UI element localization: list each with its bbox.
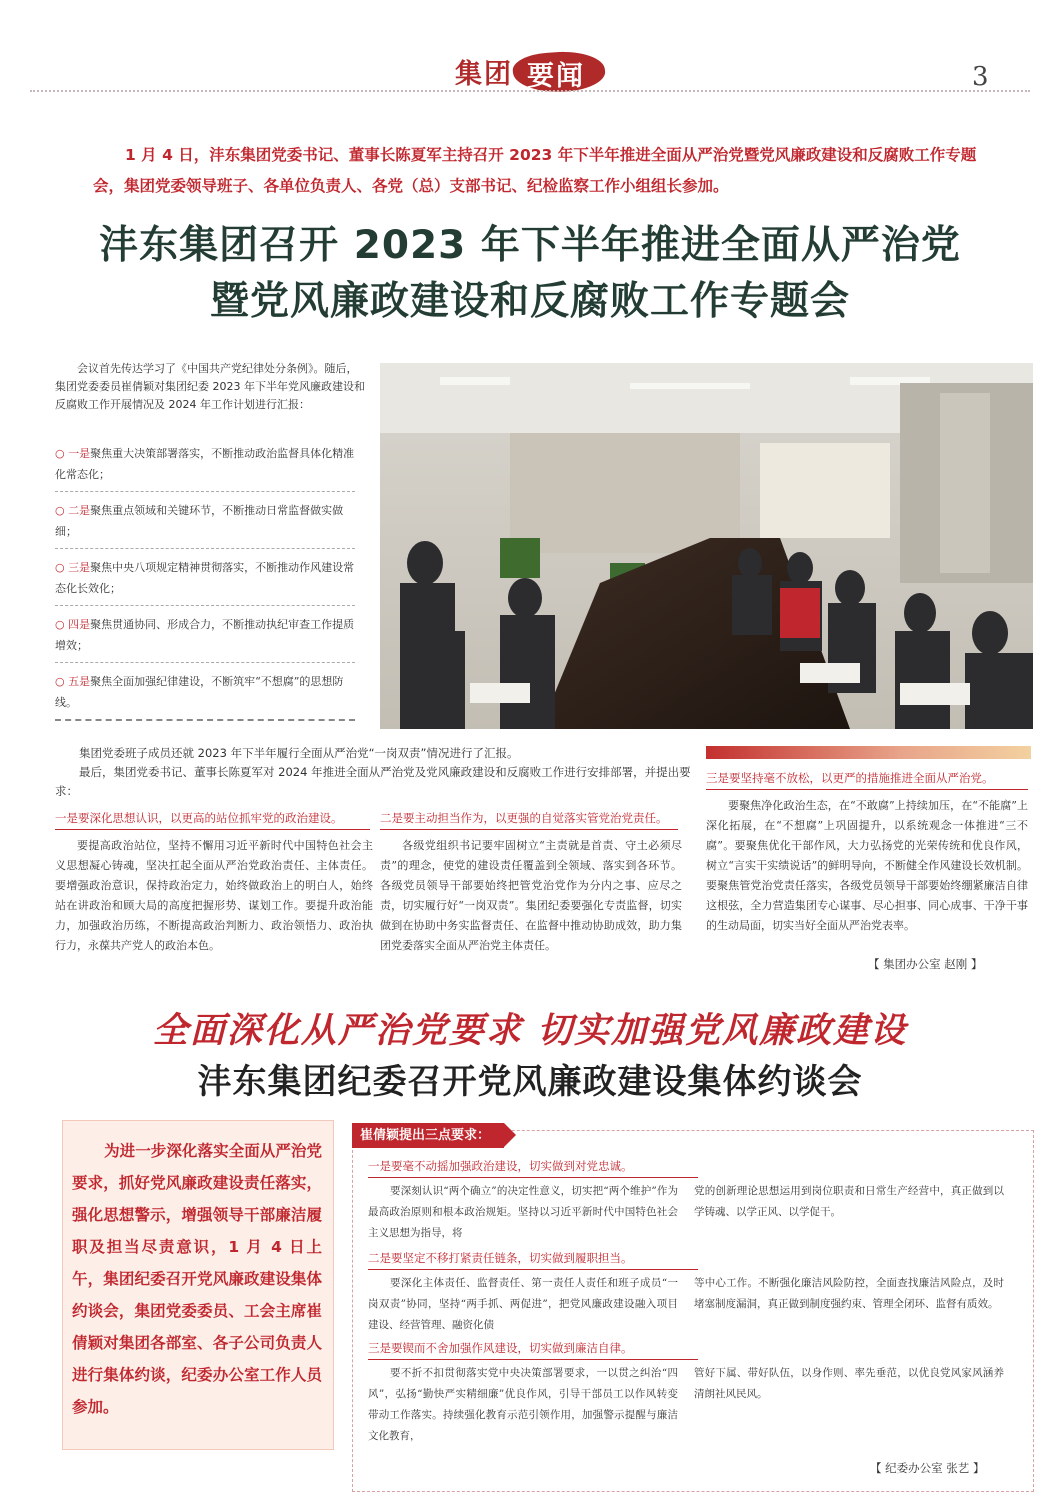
point-item: ○ 三是聚焦中央八项规定精神贯彻落实，不断推动作风建设常态化长效化；: [55, 557, 355, 606]
article1-lead: 1 月 4 日，沣东集团党委书记、董事长陈夏军主持召开 2023 年下半年推进全面从严治党暨党风廉政建设和反腐败工作专题会，集团党委领导班子、各单位负责人、各党（总）支部书记、纪检监察工作小组组长参加。: [93, 146, 977, 195]
article2-title: 沣东集团纪委召开党风廉政建设集体约谈会: [197, 1062, 863, 1102]
paragraph: 最后，集团党委书记、董事长陈夏军对 2024 年推进全面从严治党及党风廉政建设和反腐败工作进行安排部署，并提出要求：: [55, 765, 691, 798]
article1-title-line1: 沣东集团召开 2023 年下半年推进全面从严治党: [99, 223, 961, 268]
section-seal: [445, 48, 607, 92]
circle-bullet-icon: ○: [55, 504, 69, 517]
meeting-photo: [380, 363, 1033, 729]
requirement1-body: 要提高政治站位，坚持不懈用习近平新时代中国特色社会主义思想凝心铸魂，坚决扛起全面从严治党政治责任、主体责任。要增强政治意识，保持政治定力，始终做政治上的明白人，始终站在讲政治和顾大局的高度把握形势、谋划工作。要提升政治能力，加强政治历练，不断提高政治判断力、政治领悟力、政治执行力，永葆共产党人的政治本色。: [55, 839, 373, 952]
req2-body-left: 要深化主体责任、监督责任、第一责任人责任和班子成员“一岗双责”协同，坚持“两手抓、两促进”，把党风廉政建设融入项目建设、经营管理、融资化债: [368, 1277, 678, 1331]
req1-body-right: 党的创新理论思想运用到岗位职责和日常生产经营中，真正做到以学铸魂、以学正风、以学促干。: [694, 1185, 1004, 1218]
req3-body-right: 管好下属、带好队伍，以身作则、率先垂范，以优良党风家风涵养清朗社风民风。: [694, 1367, 1004, 1400]
article1-title: [30, 218, 1030, 330]
section-title-left: 集团: [455, 59, 513, 90]
article1-intro: 会议首先传达学习了《中国共产党纪律处分条例》。随后，集团党委委员崔倩颖对集团纪委 2023 年下半年党风廉政建设和反腐败工作开展情况及 2024 年工作计划进行汇报：: [55, 362, 365, 411]
header-divider: [30, 90, 1030, 92]
requirement2-body: 各级党组织书记要牢固树立“主责就是首责、守土必须尽责”的理念，使党的建设责任覆盖到全领域、落实到各环节。各级党员领导干部要始终把管党治党作为分内之事、应尽之责，切实履行好“一岗双责”。集团纪委要强化专责监督，切实做到在协助中务实监督责任、在监督中推动协助成效，助力集团党委落实全面从严治党主体责任。: [380, 839, 682, 952]
circle-bullet-icon: ○: [55, 618, 69, 631]
req3-body-left: 要不折不扣贯彻落实党中央决策部署要求，一以贯之纠治“四风”，弘扬“勤快严实精细廉”优良作风，引导干部员工以作风转变带动工作落实。持续强化教育示范引领作用，加强警示提醒与廉洁文化教育，: [368, 1367, 678, 1442]
point-item: ○ 四是聚焦贯通协同、形成合力，不断推动执纪审查工作提质增效；: [55, 614, 355, 663]
article1-mid-text: [55, 744, 695, 801]
circle-bullet-icon: ○: [55, 675, 69, 688]
article1-title-line2: 暨党风廉政建设和反腐败工作专题会: [209, 279, 850, 324]
req2-heading: 二是要坚定不移打紧责任链条，切实做到履职担当。: [368, 1250, 698, 1270]
circle-bullet-icon: ○: [55, 561, 69, 574]
point-item: ○ 一是聚焦重大决策部署落实，不断推动政治监督具体化精准化常态化；: [55, 443, 355, 492]
article2-subtitle: 全面深化从严治党要求 切实加强党风廉政建设: [152, 1010, 908, 1051]
article2-signature: 【 纪委办公室 张艺 】: [870, 1461, 985, 1475]
work-report-points: [55, 443, 355, 727]
req3-heading: 三是要锲而不舍加强作风建设，切实做到廉洁自律。: [368, 1340, 698, 1360]
requirements-tag: 崔倩颖提出三点要求：: [352, 1123, 504, 1148]
requirement2-heading: 二是要主动担当作为，以更强的自觉落实管党治党责任。: [380, 810, 678, 830]
article2-intro: 为进一步深化落实全面从严治党要求，抓好党风廉政建设责任落实，强化思想警示，增强领导干部廉洁履职及担当尽责意识，1 月 4 日上午，集团纪委召开党风廉政建设集体约谈会，集团党委委员、工会主席崔倩颖对集团各部室、各子公司负责人进行集体约谈，纪委办公室工作人员参加。: [72, 1142, 322, 1416]
requirement3-heading: 三是要坚持毫不放松，以更严的措施推进全面从严治党。: [706, 770, 1028, 790]
article1-signature: 【 集团办公室 赵刚 】: [868, 957, 983, 971]
points-end-divider: [55, 719, 355, 721]
req2-body-right: 等中心工作。不断强化廉洁风险防控，全面查找廉洁风险点，及时堵塞制度漏洞，真正做到制度强约束、管理全闭环、监督有质效。: [694, 1277, 1004, 1310]
circle-bullet-icon: ○: [55, 447, 69, 460]
paragraph: 集团党委班子成员还就 2023 年下半年履行全面从严治党“一岗双责”情况进行了汇报。: [79, 746, 519, 760]
page-number: 3: [972, 62, 989, 92]
point-item: ○ 二是聚焦重点领域和关键环节，不断推动日常监督做实做细；: [55, 500, 355, 549]
requirement1-heading: 一是要深化思想认识，以更高的站位抓牢党的政治建设。: [55, 810, 370, 830]
req1-body-left: 要深刻认识“两个确立”的决定性意义，切实把“两个维护”作为最高政治原则和根本政治规矩。坚持以习近平新时代中国特色社会主义思想为指导，将: [368, 1185, 678, 1239]
point-item: ○ 五是聚焦全面加强纪律建设，不断筑牢“不想腐”的思想防线。: [55, 675, 344, 709]
decorative-gradient-bar: [706, 746, 1031, 759]
req1-heading: 一是要毫不动摇加强政治建设，切实做到对党忠诚。: [368, 1158, 698, 1178]
section-title-right: 要闻: [527, 61, 585, 92]
requirement3-body: 要聚焦净化政治生态，在“不敢腐”上持续加压，在“不能腐”上深化拓展，在“不想腐”上巩固提升，以系统观念一体推进“三不腐”。要聚焦优化干部作风，大力弘扬党的光荣传统和优良作风，树立“言实干实绩说话”的鲜明导向，不断健全作风建设长效机制。要聚焦管党治党责任落实，各级党员领导干部要始终绷紧廉洁自律这根弦，全力营造集团专心谋事、尽心担事、同心成事、干净干事的生动局面，切实当好全面从严治党表率。: [706, 799, 1028, 932]
